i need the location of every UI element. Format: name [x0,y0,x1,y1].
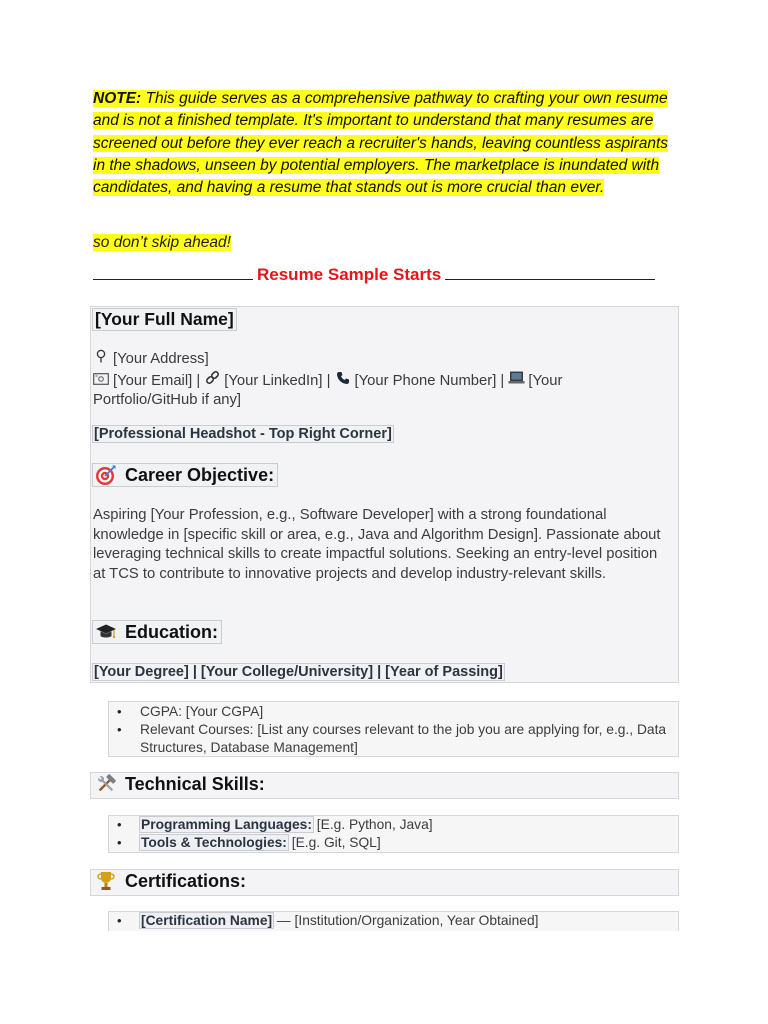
certifications-heading [93,870,249,892]
skills-list [109,816,678,852]
list-item [109,834,678,852]
technical-skills-heading-text: Technical Skills: [125,773,265,794]
skill-value: [E.g. Python, Java] [312,817,433,832]
envelope-icon [93,371,109,391]
full-name: [Your Full Name] [95,309,234,329]
note-text: This guide serves as a comprehensive pathway to crafting your own resume and is not a finished template. It's important to understand that many resumes are screened out before they ever reach a recruiter's hands, leaving countless aspirants in the shadows, unseen by potential employers. The marketplace is inundated with candidates, and having a resume that stands out is more crucial than ever. [93,90,669,197]
skip-note [93,232,231,254]
phone-icon [335,371,351,391]
list-item [109,912,678,930]
career-objective-text: Aspiring [Your Profession, e.g., Software Developer] with a strong foundational knowledge in [specific skill or area, e.g., Java and Algorithm Design]. Passionate about leveraging technical skills to create impactful solutions. Seeking an entry-level position at TCS to contribute to innovative projects and develop industry-relevant skills. [93,507,661,582]
education-heading-text: Education: [125,621,218,642]
skills-list-box [108,815,679,853]
email-text: [Your Email] | [113,372,205,389]
skip-text: so don’t skip ahead! [93,234,231,251]
list-item: • Relevant Courses: [List any courses relevant to the job you are applying for, e.g., Data Structures, Database Management] [109,721,678,757]
divider-title: Resume Sample Starts [257,265,442,284]
contact-block [93,349,653,411]
tools-icon [95,773,117,795]
target-icon [95,464,117,486]
divider-line-right [445,264,655,280]
address-text: [Your Address] [113,351,209,367]
cert-details: — [Institution/Organization, Year Obtained] [273,913,539,928]
skill-label: Programming Languages: [141,817,312,832]
career-objective-heading-text: Career Objective: [125,464,275,485]
pin-icon [93,349,109,369]
contact-line [93,370,653,411]
skill-value: [E.g. Git, SQL] [287,835,381,850]
cert-name: [Certification Name] [141,913,273,928]
headshot-placeholder: [Professional Headshot - Top Right Corner] [94,426,392,442]
list-item: • CGPA: [Your CGPA] [109,703,678,721]
technical-skills-heading [93,773,268,795]
divider-line-left [93,264,253,280]
note-label: NOTE: [93,90,142,107]
laptop-icon [508,371,524,391]
graduation-cap-icon [95,621,117,643]
certifications-heading-text: Certifications: [125,870,247,891]
education-list-box [108,701,679,757]
note-paragraph [93,88,683,199]
linkedin-text: [Your LinkedIn] | [224,372,335,389]
education-list [109,703,678,757]
trophy-icon [95,870,117,892]
list-item [109,816,678,834]
degree-line: [Your Degree] | [Your College/University] | [Year of Passing] [94,664,503,680]
cert-list-box [108,911,679,931]
link-icon [204,370,220,391]
career-objective-heading [93,464,277,486]
portfolio-text: [Your Portfolio/GitHub if any] [93,372,563,409]
skill-label: Tools & Technologies: [141,835,287,850]
cert-list [109,912,678,930]
address-line [93,349,653,370]
education-heading [93,621,221,643]
resume-sample-divider [93,264,673,287]
phone-text: [Your Phone Number] | [354,372,509,389]
